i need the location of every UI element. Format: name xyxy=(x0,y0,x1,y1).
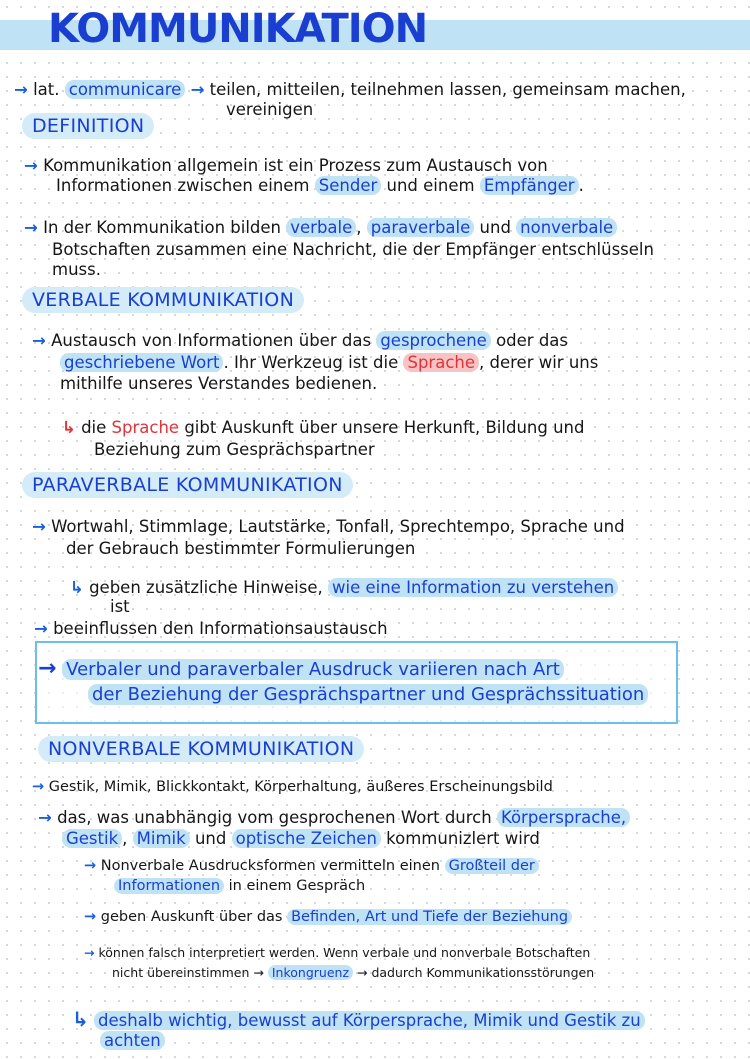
hook-arrow-icon: ↳ xyxy=(70,578,84,597)
arrow-icon: → xyxy=(84,909,97,925)
heading-verbal: VERBALE KOMMUNIKATION xyxy=(22,287,304,313)
meaning-text: teilen, mitteilen, teilnehmen lassen, gemeinsam machen, xyxy=(209,80,686,99)
nonverbal-sub1: → Nonverbale Ausdrucksformen vermitteln einen Großteil der xyxy=(84,858,539,875)
nonverbal-line2: → das, was unabhängig vom gesprochenen Wort durch Körpersprache, xyxy=(38,808,630,827)
hook-arrow-icon: ↳ xyxy=(62,418,76,437)
arrow-icon: → xyxy=(34,619,48,638)
arrow-icon: → xyxy=(84,858,97,874)
definition-p2-line2: Botschaften zusammen eine Nachricht, die der Empfänger entschlüsseln xyxy=(52,240,654,259)
arrow-icon: → xyxy=(24,218,38,237)
arrow-icon: → xyxy=(38,808,52,827)
paraverbal-sub: ↳ geben zusätzliche Hinweise, wie eine Information zu verstehen xyxy=(70,578,618,597)
latin-word: communicare xyxy=(65,80,186,99)
paraverbal-line1: → Wortwahl, Stimmlage, Lautstärke, Tonfall, Sprechtempo, Sprache und xyxy=(32,517,625,536)
summary-box xyxy=(35,641,678,724)
nonverbal-sub2: → geben Auskunft über das Befinden, Art und Tiefe der Beziehung xyxy=(84,909,572,926)
nonverbal-final-line2: achten xyxy=(100,1031,165,1050)
definition-p2-line3: muss. xyxy=(52,260,101,279)
arrow-icon: → xyxy=(38,656,57,681)
paraverbal-line2: der Gebrauch bestimmter Formulierungen xyxy=(66,539,416,558)
heading-nonverbal: NONVERBALE KOMMUNIKATION xyxy=(38,736,364,762)
definition-p1-line2: Informationen zwischen einem Sender und einem Empfänger . xyxy=(56,176,584,195)
nonverbal-final: ↳ deshalb wichtig, bewusst auf Körpersprache, Mimik und Gestik zu xyxy=(72,1010,645,1030)
arrow-icon: → xyxy=(32,331,46,350)
nonverbal-sub3-line2: nicht übereinstimmen → Inkongruenz → dadurch Kommunikationsstörungen xyxy=(112,965,595,980)
heading-definition: DEFINITION xyxy=(22,113,154,139)
page-title: KOMMUNIKATION xyxy=(48,6,428,52)
arrow-icon: → xyxy=(84,945,95,960)
verbal-line3: mithilfe unseres Verstandes bedienen. xyxy=(60,374,378,393)
summary-box-line1: → Verbaler und paraverbaler Ausdruck variieren nach Art xyxy=(38,658,564,680)
nonverbal-sub3: → können falsch interpretiert werden. Wenn verbale und nonverbale Botschaften xyxy=(84,945,591,960)
arrow-icon: → xyxy=(190,80,205,99)
nonverbal-line3: Gestik , Mimik und optische Zeichen kommunizlert wird xyxy=(62,829,540,848)
intro-line-2: vereinigen xyxy=(226,100,314,119)
verbal-line2: geschriebene Wort . Ihr Werkzeug ist die Sprache , derer wir uns xyxy=(60,353,598,372)
arrow-icon: → xyxy=(14,80,28,99)
paraverbal-line3: → beeinflussen den Informationsaustausch xyxy=(34,619,388,638)
arrow-icon: → xyxy=(32,779,45,795)
arrow-icon: → xyxy=(32,517,46,536)
paraverbal-sub-line2: ist xyxy=(110,597,130,616)
verbal-sub: ↳ die Sprache gibt Auskunft über unsere Herkunft, Bildung und xyxy=(62,418,585,437)
nonverbal-line1: → Gestik, Mimik, Blickkontakt, Körperhaltung, äußeres Erscheinungsbild xyxy=(32,779,553,795)
definition-p1: → Kommunikation allgemein ist ein Prozess zum Austausch von xyxy=(24,156,548,175)
definition-p2: → In der Kommunikation bilden verbale , paraverbale und nonverbale xyxy=(24,218,617,237)
verbal-line1: → Austausch von Informationen über das gesprochene oder das xyxy=(32,331,569,350)
nonverbal-sub1-line2: Informationen in einem Gespräch xyxy=(114,878,365,895)
verbal-sub-line2: Beziehung zum Gesprächspartner xyxy=(94,440,375,459)
intro-line: → lat. communicare → teilen, mitteilen, teilnehmen lassen, gemeinsam machen, xyxy=(14,80,686,99)
hook-arrow-icon: ↳ xyxy=(72,1007,89,1031)
summary-box-line2: der Beziehung der Gesprächspartner und Gesprächssituation xyxy=(88,684,648,705)
arrow-icon: → xyxy=(24,156,38,175)
heading-paraverbal: PARAVERBALE KOMMUNIKATION xyxy=(22,472,353,498)
